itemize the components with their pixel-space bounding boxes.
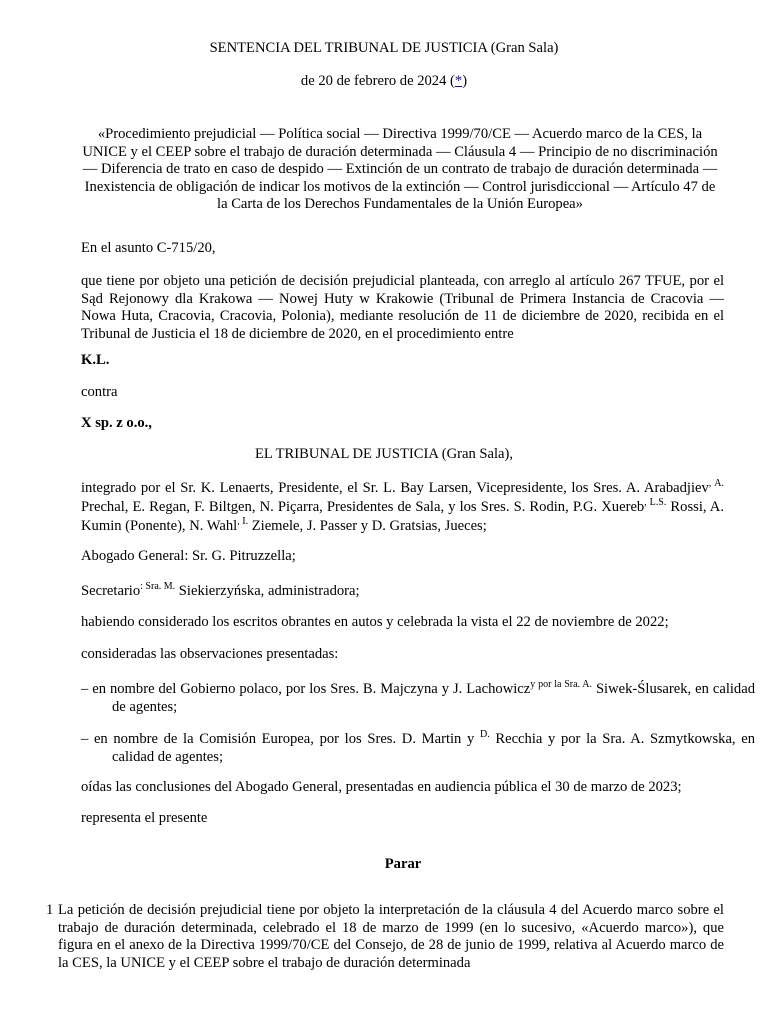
footnote-link[interactable]: * [454,73,463,89]
observation-text: Siwek-Ślusarek, en calidad de agentes; [112,681,755,715]
judgment-title: SENTENCIA DEL TRIBUNAL DE JUSTICIA (Gran Sala) [209,40,559,56]
case-object: que tiene por objeto una petición de decisión prejudicial planteada, con arreglo al artículo 267 TFUE, por el Sąd Rejonowy dla Krakowa — Nowej Huty w Krakowie (Tribunal de Primera Instancia de Cracovia — Nowa Huta, Cracovia, Cracovia, Polonia), mediante resolución de 11 de diciembre de 2020, recibida en el Tribunal de Justicia el 18 de diciembre de 2020, en el procedimiento entre [81,273,724,342]
observation-commission [81,731,755,766]
composition-text: Ziemele, J. Passer y D. Gratsias, Jueces; [248,518,487,534]
registrar-sup: : Sra. M. [140,581,176,592]
composition-sup: , I. [237,516,249,527]
registrar-text: Siekierzyńska, administradora; [175,583,360,599]
composition-sup: , A. [708,478,725,489]
composition-sup: , L.S. [644,497,667,508]
composition-text: Rossi, A. Kumin (Ponente), N. Wahl [81,499,724,534]
observation-text: Recchia y por la Sra. A. Szmytkowska, en calidad de agentes; [112,731,755,765]
versus-label: contra [81,384,118,400]
considered-writs: habiendo considerado los escritos obrantes en autos y celebrada la vista el 22 de noviembre de 2022; [81,614,669,630]
observation-text: – en nombre de la Comisión Europea, por los Sres. D. Martin y [81,731,480,747]
court-composition [81,479,724,536]
party-applicant: K.L. [81,352,110,368]
advocate-conclusions: oídas las conclusiones del Abogado General, presentadas en audiencia pública el 30 de marzo de 2023; [81,779,682,795]
case-number: En el asunto C-715/20, [81,240,216,256]
observation-sup: D. [479,729,490,740]
section-heading: Parar [384,856,422,872]
judgment-date [0,73,768,91]
composition-text: integrado por el Sr. K. Lenaerts, Presidente, el Sr. L. Bay Larsen, Vicepresidente, los Sres. A. Arabadjiev [81,480,709,496]
registrar [81,583,724,601]
paragraph-number: 1 [46,902,54,918]
composition-text: Prechal, E. Regan, F. Biltgen, N. Piçarra, Presidentes de Sala, y los Sres. S. Rodin, P.G. Xuereb [81,499,645,515]
presents-line: representa el presente [81,810,208,826]
observation-text: – en nombre del Gobierno polaco, por los Sres. B. Majczyna y J. Lachowicz [81,681,531,697]
advocate-general: Abogado General: Sr. G. Pitruzzella; [81,548,296,564]
observations-intro: consideradas las observaciones presentadas: [81,646,339,662]
registrar-text: Secretario [81,583,141,599]
date-suffix: ) [462,73,468,89]
observation-poland [81,681,755,716]
date-text: de 20 de febrero de 2024 ( [300,73,455,89]
keywords-summary: «Procedimiento prejudicial — Política social — Directiva 1999/70/CE — Acuerdo marco de la CES, la UNICE y el CEEP sobre el trabajo de duración determinada — Cláusula 4 — Principio de no discriminación — Diferencia de trato en caso de despido — Extinción de un contrato de trabajo de duración determinada — Inexistencia de obligación de indicar los motivos de la extinción — Control jurisdiccional — Artículo 47 de la Carta de los Derechos Fundamentales de la Unión Europea» [82,126,718,212]
party-defendant: X sp. z o.o., [81,415,152,431]
observation-sup: y por la Sra. A. [530,679,592,690]
numbered-paragraph [46,902,724,972]
court-heading: EL TRIBUNAL DE JUSTICIA (Gran Sala), [254,446,514,462]
paragraph-text: La petición de decisión prejudicial tiene por objeto la interpretación de la cláusula 4 del Acuerdo marco sobre el trabajo de duración determinada, celebrado el 18 de marzo de 1999 (en lo sucesivo, «Acuerdo marco»), que figura en el anexo de la Directiva 1999/70/CE del Consejo, de 28 de junio de 1999, relativa al Acuerdo marco de la CES, la UNICE y el CEEP sobre el trabajo de duración determinada [58,902,724,971]
